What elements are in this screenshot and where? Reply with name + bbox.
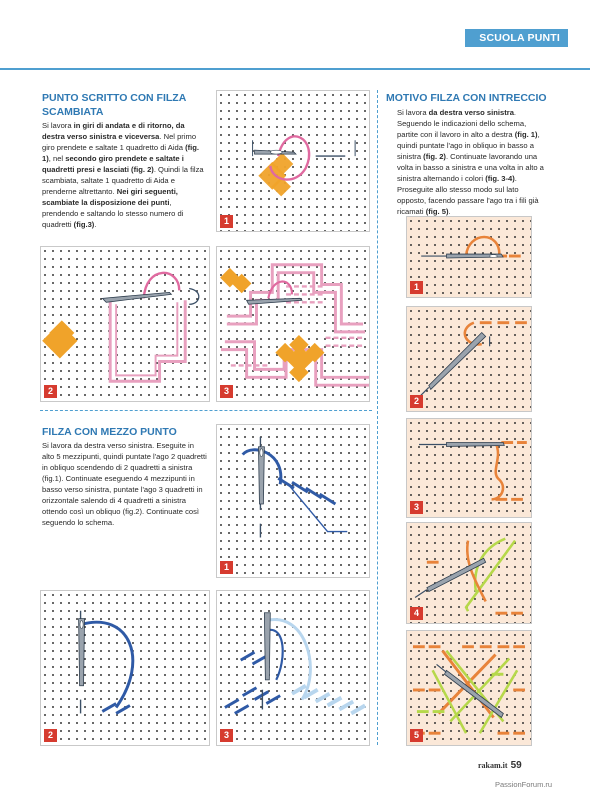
stitch-illustration: [407, 419, 531, 517]
stitch-illustration: [407, 307, 531, 411]
header-rule: [0, 68, 590, 70]
section-title-intreccio: MOTIVO FILZA CON INTRECCIO: [386, 92, 547, 104]
section-text-mezzo: Si lavora da destra verso sinistra. Eseguite in alto 5 mezzipunti, quindi puntate l'ago 2 quadretti in obliquo scendendo di 2 quadretti a sinistra (fig.1). Continuate eseguendo 4 mezzipunti in basso verso sinistra, puntate l'ago 3 quadretti in orizzontale salendo di 4 quadretti a sinistra ottendo così un obliquo (fig.2). Continuate così seguendo lo schema.: [42, 441, 207, 527]
stitch-illustration: [217, 425, 369, 577]
stitch-illustration: [407, 523, 531, 623]
page-number: 59: [510, 760, 522, 771]
title-line-1: PUNTO SCRITTO CON FILZA: [42, 92, 187, 104]
figure-mezzo-1: [216, 424, 370, 578]
section-text-scritto: Si lavora in giri di andata e di ritorno, da destra verso sinistra e viceversa. Nel primo giro prendete e saltate 1 quadretto di Aida (fig. 1), nel secondo giro prendete e saltate i quadretti presi e lasciati (fig. 2). Quindi la filza scambiata, saltate 1 quadretto di Aida e prenderne altrettanto. Nei giri seguenti, scambiate la disposizione dei punti, prendendo e saltando lo stesso numero di quadretti (fig.3).: [42, 121, 204, 229]
figure-mezzo-2: [40, 590, 210, 746]
figure-intreccio-4: [406, 522, 532, 624]
site-name: rakam.it: [478, 761, 508, 770]
figure-number: 1: [220, 561, 233, 574]
figure-number: 3: [220, 385, 233, 398]
stitch-illustration: [407, 217, 531, 297]
section-tag: SCUOLA PUNTI: [465, 29, 568, 47]
figure-scritto-2: [40, 246, 210, 402]
figure-number: 3: [410, 501, 423, 514]
stitch-illustration: [217, 591, 369, 745]
title-line-2: SCAMBIATA: [42, 106, 104, 118]
figure-number: 1: [410, 281, 423, 294]
figure-number: 2: [44, 385, 57, 398]
figure-mezzo-3: [216, 590, 370, 746]
section-title-scritto: [42, 91, 212, 119]
figure-number: 3: [220, 729, 233, 742]
figure-number: 5: [410, 729, 423, 742]
column-divider: [377, 90, 378, 745]
page-footer: [478, 760, 522, 771]
section-text-intreccio: Si lavora da destra verso sinistra. Seguendo le indicazioni dello schema, partite con il lavoro in alto a destra (fig. 1), quindi puntate l'ago in obliquo in basso a sinistra (fig. 2). Continuate lavorando una volta in basso a sinistra e una volta in alto a sinistra alternando i colori (fig. 3-4). Proseguite allo stesso modo sul lato opposto, facendo passare l'ago tra i fili già ricamati (fig. 5).: [397, 108, 544, 216]
watermark-credit: PassionForum.ru: [495, 780, 553, 789]
figure-scritto-1: [216, 90, 370, 232]
figure-number: 2: [410, 395, 423, 408]
figure-intreccio-5: [406, 630, 532, 746]
section-title-mezzo: FILZA CON MEZZO PUNTO: [42, 426, 177, 438]
section-divider: [40, 410, 372, 411]
figure-intreccio-2: [406, 306, 532, 412]
figure-scritto-3: [216, 246, 370, 402]
figure-number: 2: [44, 729, 57, 742]
stitch-illustration: [217, 247, 369, 401]
stitch-illustration: [217, 91, 369, 231]
stitch-illustration: [407, 631, 531, 745]
figure-number: 1: [220, 215, 233, 228]
stitch-illustration: [41, 247, 209, 401]
stitch-illustration: [41, 591, 209, 745]
figure-intreccio-3: [406, 418, 532, 518]
figure-intreccio-1: [406, 216, 532, 298]
figure-number: 4: [410, 607, 423, 620]
